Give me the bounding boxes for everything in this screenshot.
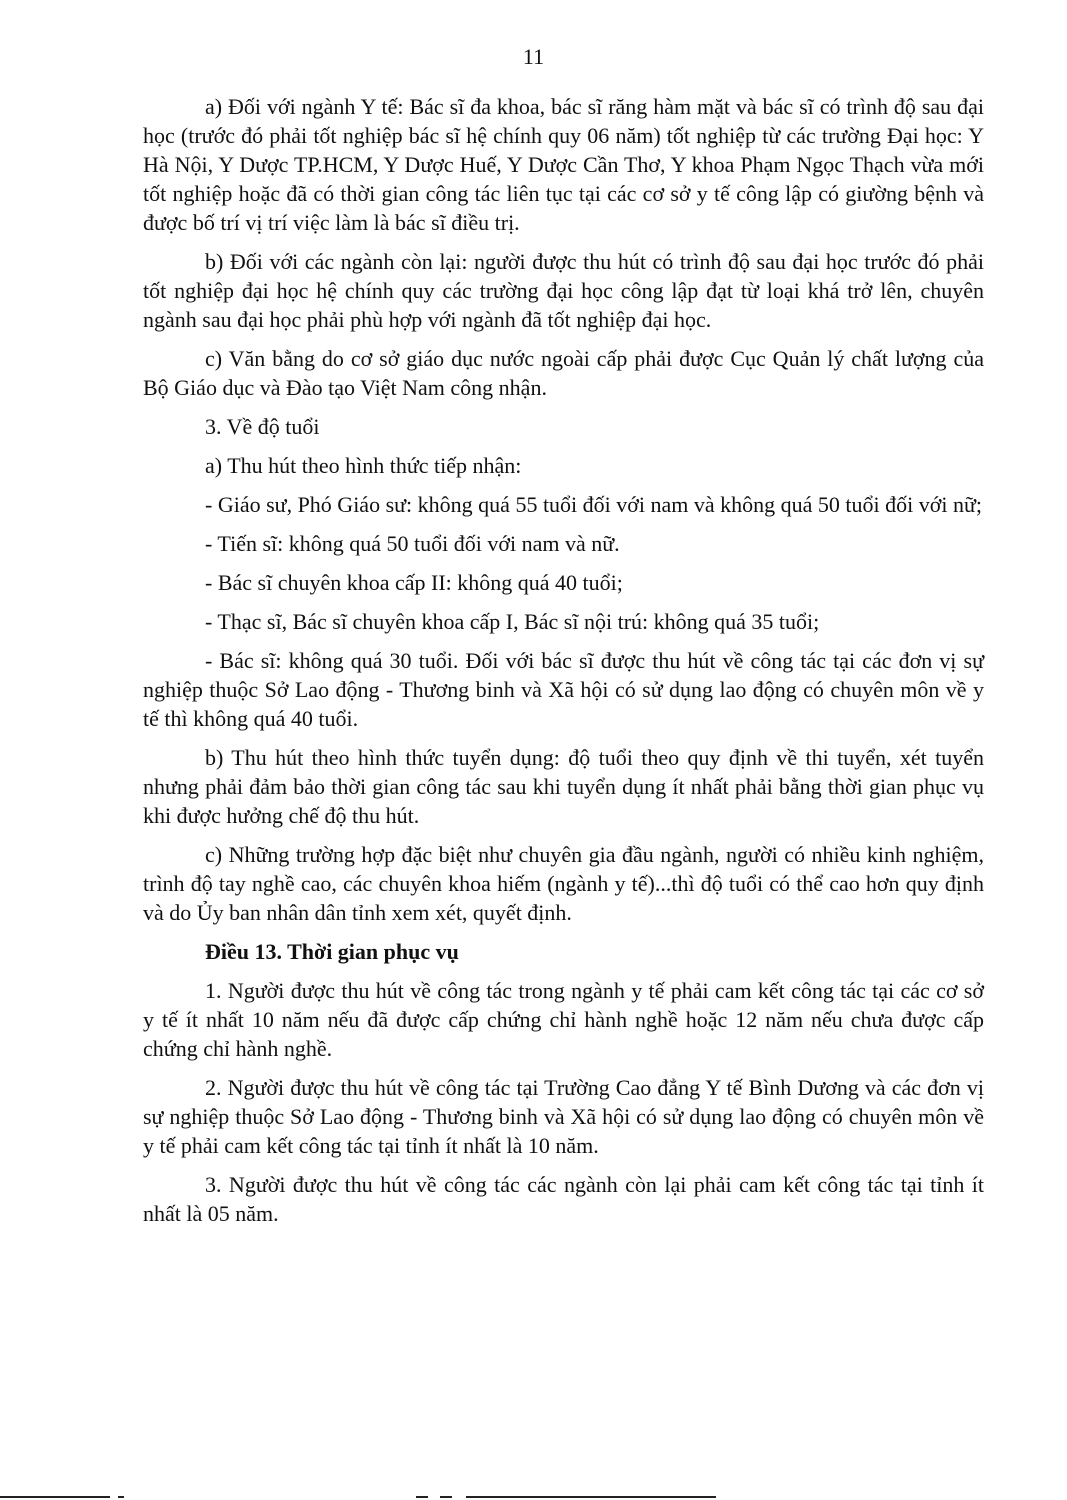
paragraph-b-recruitment: b) Thu hút theo hình thức tuyển dụng: độ tuổi theo quy định về thi tuyển, xét tuyển nhưng phải đảm bảo thời gian công tác sau khi tuyển dụng ít nhất phải bằng thời gian phục vụ khi được hưởng chế độ thu hút. [143, 745, 984, 828]
paragraph-a-health-sector: a) Đối với ngành Y tế: Bác sĩ đa khoa, bác sĩ răng hàm mặt và bác sĩ có trình độ sau đại học (trước đó phải tốt nghiệp bác sĩ hệ chính quy 06 năm) tốt nghiệp từ các trường Đại học: Y Hà Nội, Y Dược TP.HCM, Y Dược Huế, Y Dược Cần Thơ, Y khoa Phạm Ngọc Thạch vừa mới tốt nghiệp hoặc đã có thời gian công tác liên tục tại các cơ sở y tế công lập có giường bệnh và được bố trí vị trí việc làm là bác sĩ điều trị. [143, 94, 984, 235]
footer-dash-left [118, 1496, 124, 1498]
section-heading-age: 3. Về độ tuổi [205, 414, 320, 439]
paragraph-c-foreign-degrees: c) Văn bằng do cơ sở giáo dục nước ngoài cấp phải được Cục Quản lý chất lượng của Bộ Giáo dục và Đào tạo Việt Nam công nhận. [143, 346, 984, 400]
page-number: 11 [522, 44, 545, 69]
article-13-item-1: 1. Người được thu hút về công tác trong ngành y tế phải cam kết công tác tại các cơ sở y tế ít nhất 10 năm nếu đã được cấp chứng chỉ hành nghề hoặc 12 năm nếu chưa được cấp chứng chỉ hành nghề. [143, 978, 984, 1061]
article-13-item-3: 3. Người được thu hút về công tác các ngành còn lại phải cam kết công tác tại tỉnh ít nhất là 05 năm. [143, 1172, 984, 1226]
paragraph-c-special-cases: c) Những trường hợp đặc biệt như chuyên gia đầu ngành, người có nhiều kinh nghiệm, trình độ tay nghề cao, các chuyên khoa hiếm (ngành y tế)...thì độ tuổi có thể cao hơn quy định và do Ủy ban nhân dân tỉnh xem xét, quyết định. [143, 842, 984, 925]
document-body [143, 92, 984, 1238]
list-item-master: - Thạc sĩ, Bác sĩ chuyên khoa cấp I, Bác sĩ nội trú: không quá 35 tuổi; [205, 609, 820, 634]
footer-rule-right [466, 1496, 716, 1498]
paragraph-b-other-sectors: b) Đối với các ngành còn lại: người được thu hút có trình độ sau đại học trước đó phải tốt nghiệp đại học hệ chính quy các trường đại học công lập đạt từ loại khá trở lên, chuyên ngành sau đại học phải phù hợp với ngành đã tốt nghiệp đại học. [143, 249, 984, 332]
footer-dash-middle-2 [440, 1496, 452, 1498]
list-item-doctor: - Bác sĩ: không quá 30 tuổi. Đối với bác sĩ được thu hút về công tác tại các đơn vị sự nghiệp thuộc Sở Lao động - Thương binh và Xã hội có sử dụng lao động có chuyên môn về y tế thì không quá 40 tuổi. [143, 648, 984, 731]
footer-rule-left [0, 1496, 110, 1498]
article-13-heading: Điều 13. Thời gian phục vụ [205, 939, 459, 964]
list-item-specialist-2: - Bác sĩ chuyên khoa cấp II: không quá 40 tuổi; [205, 570, 623, 595]
article-13-item-2: 2. Người được thu hút về công tác tại Trường Cao đẳng Y tế Bình Dương và các đơn vị sự nghiệp thuộc Sở Lao động - Thương binh và Xã hội có sử dụng lao động có chuyên môn về y tế phải cam kết công tác tại tỉnh ít nhất là 10 năm. [143, 1075, 984, 1158]
footer-dash-middle-1 [416, 1496, 428, 1498]
list-item-professor: - Giáo sư, Phó Giáo sư: không quá 55 tuổi đối với nam và không quá 50 tuổi đối với nữ; [205, 492, 983, 517]
list-item-doctorate: - Tiến sĩ: không quá 50 tuổi đối với nam và nữ. [205, 531, 620, 556]
paragraph-a-transfer: a) Thu hút theo hình thức tiếp nhận: [205, 453, 522, 478]
